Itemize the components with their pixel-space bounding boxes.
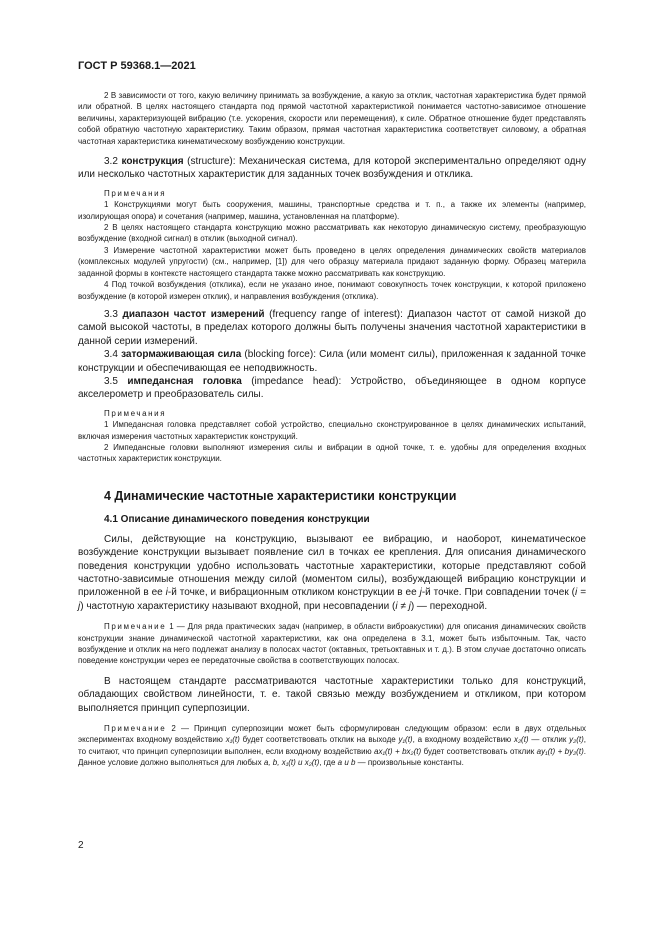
term-3-4: 3.4 затормаживающая сила (blocking force): Сила (или момент силы), приложенная к заданной точке конструкции и обеспечивающая ее неподвижность. (78, 349, 586, 374)
page-number: 2 (78, 840, 84, 851)
note-1: Примечание 1 — Для ряда практических задач (например, в области виброакустики) для описания динамических свойств конструкции знание динамической частотной характеристики, как она определена в 3.1, может быть избыточным. Так, часто возбуждение и отклик на него подлежат анализу в полосах частот (октавных, третьоктавных и т. д.). В этом случае достаточно описать поведение конструкции через ее передаточные свойства в соответствующих полосах. (78, 622, 586, 666)
body-paragraph: Силы, действующие на конструкцию, вызывают ее вибрацию, и наоборот, кинематическое возбуждение конструкции вызывает появление сил в точках ее крепления. Для описания динамического поведения конструкции удобно использовать частотные характеристики, которые представляют собой частотно-зависимые отношения между силой (моментом силы), возбуждающей вибрацию конструкции и приложенной в ее i-й точке, и вибрационным откликом конструкции в ее j-й точке. При совпадении точек (i = j) частотную характеристику называют входной, при несовпадении (i ≠ j) — переходной. (78, 533, 586, 612)
section-title-4: 4 Динамические частотные характеристики конструкции (104, 488, 457, 503)
page-header-standard: ГОСТ Р 59368.1—2021 (78, 60, 196, 72)
term-name: затормаживающая сила (121, 349, 242, 361)
term-name: конструкция (121, 156, 184, 168)
note-paragraph: 2 В зависимости от того, какую величину принимать за возбуждение, а какую за отклик, частотная характеристика будет прямой или обратной. В целях настоящего стандарта под прямой частотной характеристикой понимается частотно-зависимое отношение величины, характеризующей вибрацию (т.е. ускорения, скорости или перемещения), к силе. Обратное отношение будет представлять собой обратную частотную характеристику. Таким образом, прямая частотная характеристика соответствует силовому, а обратная частотная характеристика кинематическому возбуждению конструкции. (78, 91, 586, 146)
subsection-title-4-1: 4.1 Описание динамического поведения конструкции (104, 513, 370, 525)
term-name: импедансная головка (127, 375, 242, 387)
note-item: 3 Измерение частотной характеристики может быть проведено в целях определения динамических свойств материалов (комплексных модулей упругости) (см., например, [1]) для чего образцу материала придают заданную форму. Образец материла заданной формы в контексте настоящего стандарта также можно рассматривать как конструкцию. (78, 245, 586, 278)
note-2: Примечание 2 — Принцип суперпозиции может быть сформулирован следующим образом: если в двух отдельных экспериментах входному воздействию x₁(t) будет соответствовать отклик на выходе y₁(t), а входному воздействию x₂(t) — отклик y₂(t), то считают, что принцип суперпозиции выполнен, если входному воздействию ax₁(t) + bx₂(t) будет соответствовать отклик ay₁(t) + by₂(t). Данное условие должно выполняться для любых a, b, x₁(t) и x₂(t), где a и b — произвольные константы. (78, 724, 586, 768)
note-item: 2 Импедансные головки выполняют измерения силы и вибрации в одной точке, т. е. удобны для определения входных частотных характеристик конструкции. (78, 442, 586, 464)
notes-label: Примечания (104, 408, 167, 418)
term-3-5: 3.5 импедансная головка (impedance head): Устройство, объединяющее в одном корпусе акселерометр и преобразователь силы. (78, 375, 586, 401)
note-item: 1 Импедансная головка представляет собой устройство, специально сконструированное в целях динамических испытаний, включая измерения частотных характеристик конструкций. (78, 420, 586, 441)
note-item: 4 Под точкой возбуждения (отклика), если не указано иное, понимают совокупность точек конструкции, к которой приложено возбуждение (в которой измерен отклик), и направления возбуждения (отклика). (78, 280, 586, 301)
notes-label: Примечания (104, 188, 167, 198)
term-3-2: 3.2 конструкция (structure): Механическая система, для которой экспериментально определяют одну или несколько частотных характеристик для заданных точек возбуждения и отклика. (78, 156, 586, 181)
note-item: 2 В целях настоящего стандарта конструкцию можно рассматривать как некоторую динамическую систему, преобразующую возбуждение (входной сигнал) в отклик (выходной сигнал). (78, 223, 586, 244)
body-paragraph: В настоящем стандарте рассматриваются частотные характеристики только для конструкций, обладающих свойством линейности, т. е. такой связью между возбуждением и откликом, при котором выполняется принцип суперпозиции. (78, 675, 586, 714)
term-name: диапазон частот измерений (122, 308, 265, 320)
term-3-3: 3.3 диапазон частот измерений (frequency range of interest): Диапазон частот от самой низкой до самой высокой частоты, в пределах которого должны быть получены значения частотной характеристики в данной серии измерений. (78, 308, 587, 347)
page-content (78, 90, 586, 769)
note-item: 1 Конструкциями могут быть сооружения, машины, транспортные средства и т. п., а также их элементы (например, изолирующая опора) и сочетания (например, машина, установленная на платформе). (78, 200, 586, 221)
